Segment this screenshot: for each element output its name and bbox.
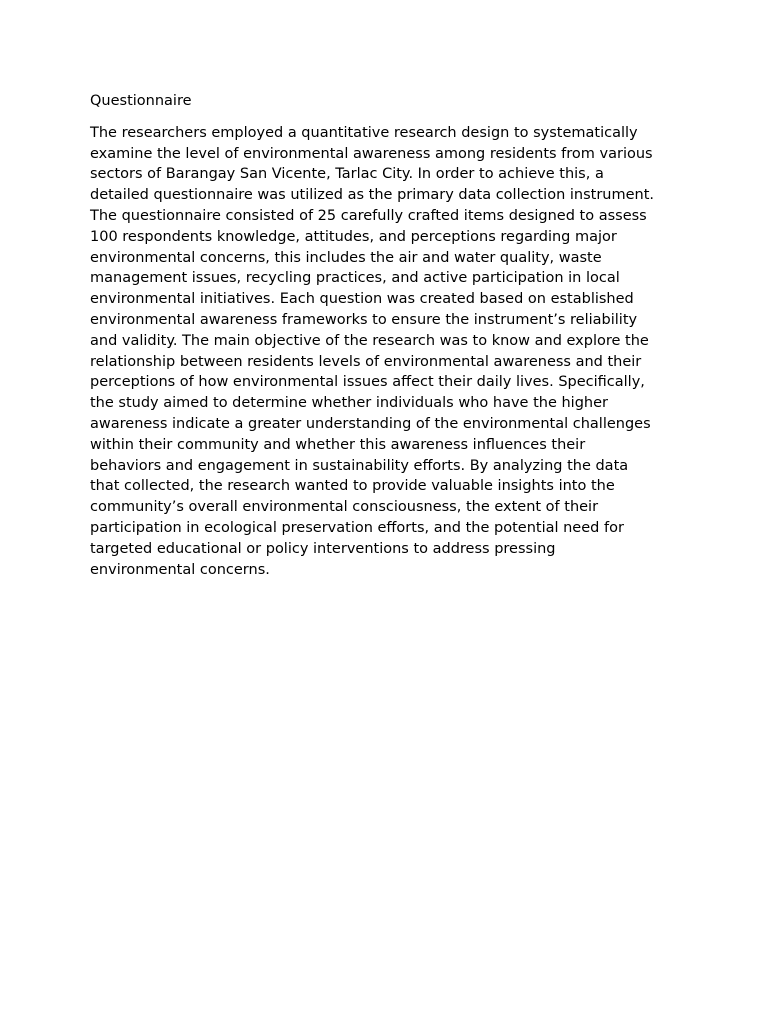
paragraph-line: targeted educational or policy interventions to address pressing: [90, 540, 556, 557]
paragraph-line: The researchers employed a quantitative research design to systematically: [90, 124, 638, 141]
paragraph-line: The questionnaire consisted of 25 carefully crafted items designed to assess: [90, 207, 647, 224]
paragraph-line: environmental initiatives. Each question was created based on established: [90, 291, 634, 308]
paragraph-line: detailed questionnaire was utilized as the primary data collection instrument.: [90, 187, 655, 204]
paragraph-line: environmental awareness frameworks to ensure the instrument’s reliability: [90, 311, 638, 328]
paragraph-line: community’s overall environmental consciousness, the extent of their: [90, 499, 599, 516]
paragraph-line: environmental concerns, this includes the air and water quality, waste: [90, 249, 602, 266]
paragraph-line: perceptions of how environmental issues affect their daily lives. Specifically,: [90, 374, 645, 391]
paragraph-line: participation in ecological preservation efforts, and the potential need for: [90, 519, 624, 536]
paragraph-line: sectors of Barangay San Vicente, Tarlac City. In order to achieve this, a: [90, 166, 604, 183]
paragraph-line: that collected, the research wanted to provide valuable insights into the: [90, 478, 615, 495]
paragraph-line: 100 respondents knowledge, attitudes, and perceptions regarding major: [90, 228, 617, 245]
paragraph-line: environmental concerns.: [90, 561, 270, 578]
document-content: [90, 91, 682, 580]
section-heading: Questionnaire: [90, 93, 192, 109]
paragraph-line: the study aimed to determine whether individuals who have the higher: [90, 395, 608, 412]
paragraph-line: behaviors and engagement in sustainability efforts. By analyzing the data: [90, 457, 629, 474]
paragraph-line: management issues, recycling practices, and active participation in local: [90, 270, 620, 287]
body-paragraph: [90, 123, 682, 581]
paragraph-line: and validity. The main objective of the research was to know and explore the: [90, 332, 649, 349]
paragraph-line: awareness indicate a greater understanding of the environmental challenges: [90, 415, 651, 432]
paragraph-line: examine the level of environmental awareness among residents from various: [90, 145, 653, 162]
paragraph-line: relationship between residents levels of environmental awareness and their: [90, 353, 642, 370]
paragraph-line: within their community and whether this awareness influences their: [90, 436, 586, 453]
